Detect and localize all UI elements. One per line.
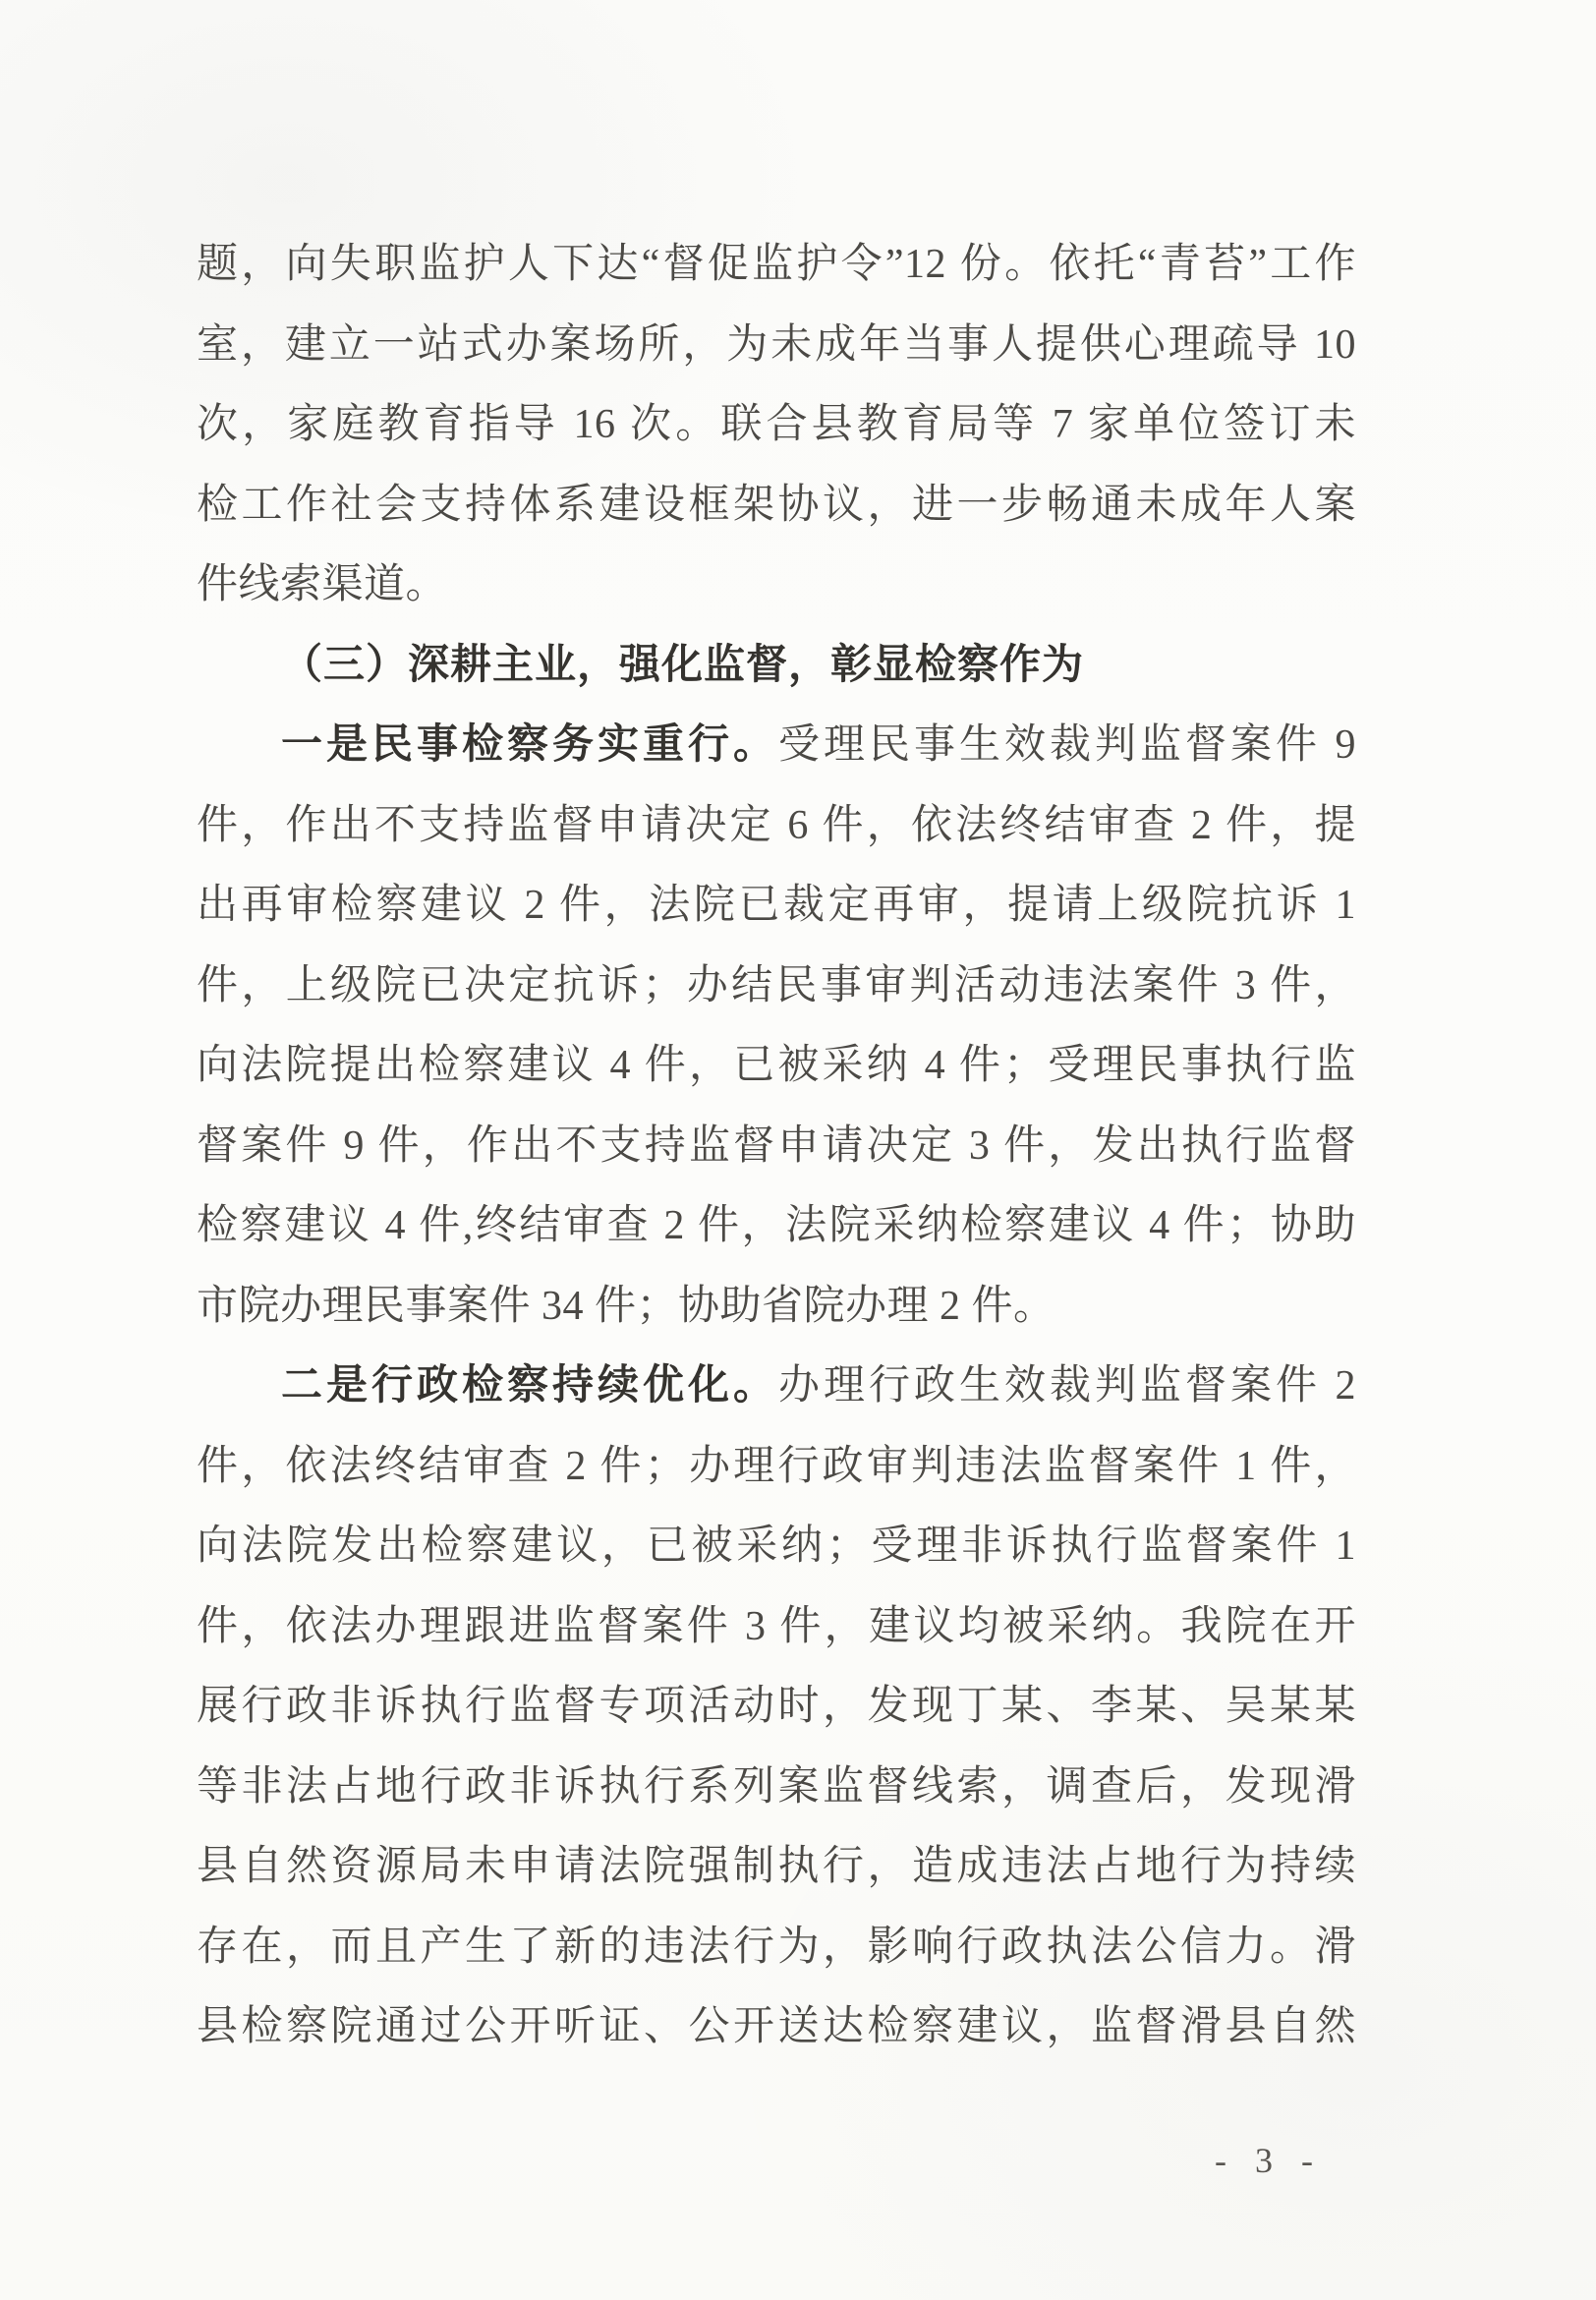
text-line <box>197 385 1356 466</box>
text-segment: 市院办理民事案件 34 件；协助省院办理 2 件。 <box>197 1283 1055 1329</box>
text-segment: 件线索渠道。 <box>197 562 448 607</box>
text-segment: 县自然资源局未申请法院强制执行，造成违法占地行为持续 <box>197 1844 1356 1889</box>
text-line <box>197 706 1356 786</box>
text-line <box>197 1026 1356 1107</box>
text-line <box>197 306 1356 386</box>
text-segment: 县检察院通过公开听证、公开送达检察建议，监督滑县自然 <box>197 2004 1356 2049</box>
text-line <box>197 1987 1356 2068</box>
text-segment: 检工作社会支持体系建设框架协议，进一步畅通未成年人案 <box>197 482 1356 528</box>
text-line <box>197 546 1356 626</box>
text-segment: 件，依法终结审查 2 件；办理行政审判违法监督案件 1 件， <box>197 1443 1356 1489</box>
text-line <box>197 1748 1356 1828</box>
text-segment-bold: （三）深耕主业，强化监督，彰显检察作为 <box>281 642 1085 688</box>
text-segment: 题，向失职监护人下达“督促监护令”12 份。依托“青苔”工作 <box>197 242 1356 287</box>
text-segment-bold: 二是行政检察持续优化。 <box>281 1363 778 1409</box>
text-line <box>197 1267 1356 1348</box>
text-line <box>197 1427 1356 1508</box>
text-segment: 向法院发出检察建议，已被采纳；受理非诉执行监督案件 1 <box>197 1524 1356 1569</box>
page-number: - 3 - <box>1215 2141 1323 2180</box>
text-segment: 向法院提出检察建议 4 件，已被采纳 4 件；受理民事执行监 <box>197 1043 1356 1088</box>
text-line <box>197 1667 1356 1748</box>
text-segment: 受理民事生效裁判监督案件 9 <box>778 722 1356 768</box>
text-block <box>197 225 1356 2068</box>
text-line <box>197 466 1356 546</box>
text-segment-bold: 一是民事检察务实重行。 <box>281 722 778 768</box>
text-line <box>197 1507 1356 1587</box>
text-line <box>197 947 1356 1027</box>
text-line <box>197 1587 1356 1668</box>
text-segment: 出再审检察建议 2 件，法院已裁定再审，提请上级院抗诉 1 <box>197 883 1356 928</box>
text-line <box>197 1908 1356 1988</box>
text-segment: 等非法占地行政非诉执行系列案监督线索，调查后，发现滑 <box>197 1763 1356 1810</box>
text-segment: 展行政非诉执行监督专项活动时，发现丁某、李某、吴某某 <box>197 1684 1356 1729</box>
text-segment: 存在，而且产生了新的违法行为，影响行政执法公信力。滑 <box>197 1924 1356 1970</box>
text-line <box>197 786 1356 867</box>
text-segment: 件，依法办理跟进监督案件 3 件，建议均被采纳。我院在开 <box>197 1603 1356 1649</box>
section-heading <box>197 626 1356 707</box>
text-segment: 件，作出不支持监督申请决定 6 件，依法终结审查 2 件，提 <box>197 802 1356 848</box>
text-line <box>197 866 1356 947</box>
text-line <box>197 1347 1356 1427</box>
text-segment: 检察建议 4 件,终结审查 2 件，法院采纳检察建议 4 件；协助 <box>197 1203 1356 1248</box>
text-segment: 次，家庭教育指导 16 次。联合县教育局等 7 家单位签订未 <box>197 402 1356 447</box>
text-line <box>197 1827 1356 1908</box>
text-line <box>197 225 1356 306</box>
text-segment: 室，建立一站式办案场所，为未成年当事人提供心理疏导 10 <box>197 321 1356 368</box>
text-segment: 办理行政生效裁判监督案件 2 <box>778 1363 1356 1409</box>
text-segment: 件，上级院已决定抗诉；办结民事审判活动违法案件 3 件， <box>197 962 1356 1008</box>
text-line <box>197 1107 1356 1187</box>
text-line <box>197 1186 1356 1267</box>
text-segment: 督案件 9 件，作出不支持监督申请决定 3 件，发出执行监督 <box>197 1122 1356 1169</box>
